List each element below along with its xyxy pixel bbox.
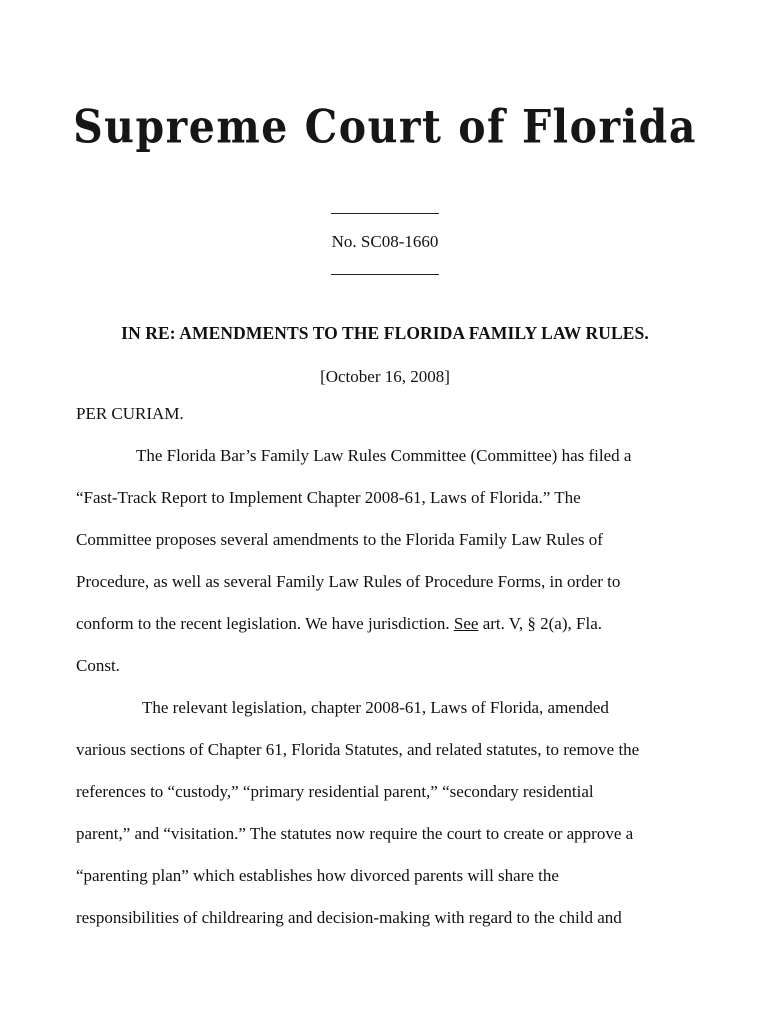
paragraph2-line3: references to “custody,” “primary residential parent,” “secondary residential <box>76 782 594 801</box>
paragraph2-line2: various sections of Chapter 61, Florida Statutes, and related statutes, to remove the <box>76 740 640 759</box>
paragraph2-line6: responsibilities of childrearing and decision-making with regard to the child and <box>76 908 622 927</box>
paragraph1-line6: Const. <box>76 656 120 675</box>
paragraph2-line4: parent,” and “visitation.” The statutes now require the court to create or approve a <box>76 824 634 843</box>
per-curiam: PER CURIAM. <box>76 404 184 423</box>
court-title: Supreme Court of Florida <box>73 100 697 154</box>
opinion-date: [October 16, 2008] <box>320 367 450 386</box>
paragraph1-line5-end: art. V, § 2(a), Fla. <box>478 614 602 633</box>
paragraph1-line5-start: conform to the recent legislation. We have jurisdiction. <box>76 614 454 633</box>
case-number-bottom-rule <box>331 274 439 275</box>
paragraph1-line5 <box>76 614 602 634</box>
paragraph1-line3: Committee proposes several amendments to the Florida Family Law Rules of <box>76 530 603 549</box>
paragraph1-line1: The Florida Bar’s Family Law Rules Committee (Committee) has filed a <box>136 446 632 465</box>
see-signal: See <box>453 614 479 633</box>
paragraph1-line4: Procedure, as well as several Family Law Rules of Procedure Forms, in order to <box>76 572 621 591</box>
paragraph2-line1: The relevant legislation, chapter 2008-61, Laws of Florida, amended <box>142 698 609 717</box>
case-heading: IN RE: AMENDMENTS TO THE FLORIDA FAMILY LAW RULES. <box>121 323 649 343</box>
case-number: No. SC08-1660 <box>331 232 439 251</box>
paragraph1-line2: “Fast-Track Report to Implement Chapter 2008-61, Laws of Florida.” The <box>76 488 581 507</box>
paragraph2-line5: “parenting plan” which establishes how divorced parents will share the <box>76 866 559 885</box>
case-number-top-rule <box>331 213 439 214</box>
